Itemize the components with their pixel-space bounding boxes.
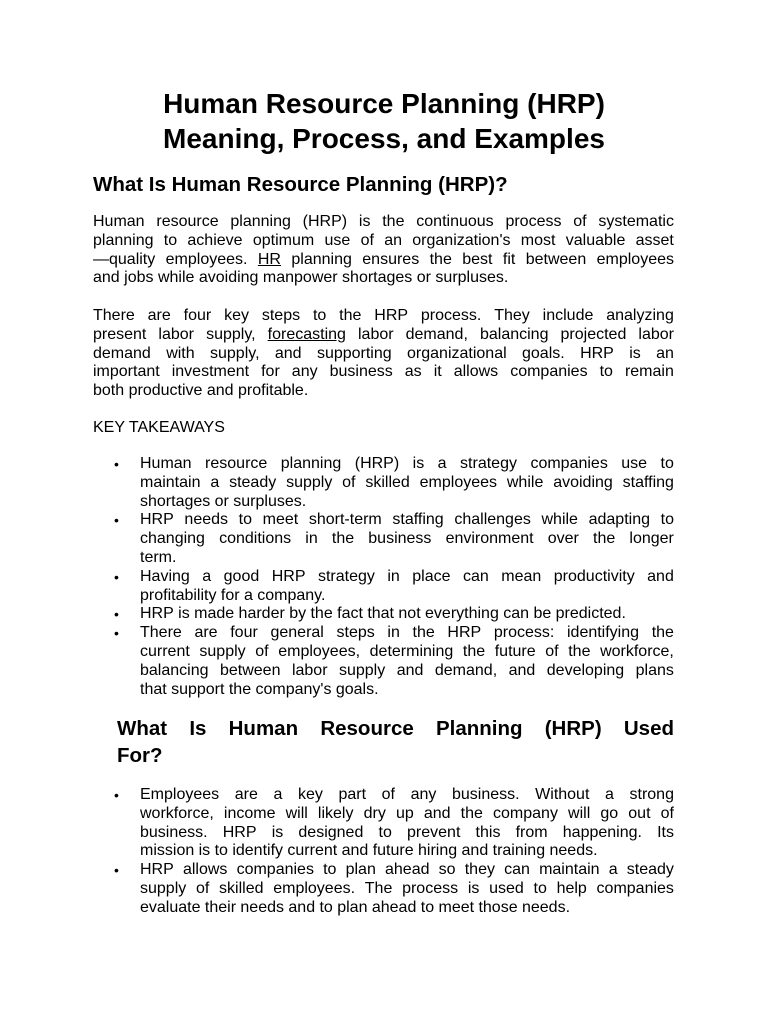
hrp-uses-list [0,786,674,918]
bullet-icon: • [114,862,119,879]
text-line: profitability for a company. [140,586,326,604]
text-line: balancing between labor supply and demand, and developing plans [140,661,674,679]
text-line: business. HRP is designed to prevent this from happening. Its [140,823,674,841]
title-line-1: Human Resource Planning (HRP) [163,88,605,119]
key-takeaways-label: KEY TAKEAWAYS [93,419,225,436]
use-item-1 [0,786,674,861]
text-line: current supply of employees, determining the future of the workforce, [140,642,674,660]
takeaway-item-3 [0,568,674,606]
text-line: workforce, income will likely dry up and the company will go out of [140,804,674,822]
text-line: term. [140,548,177,566]
hr-link[interactable]: HR [257,250,281,268]
key-takeaways-list [0,455,674,699]
text-line: Human resource planning (HRP) is a strategy companies use to [140,455,674,472]
text-line: —quality employees. HR planning ensures the best fit between employees [93,250,674,268]
takeaway-item-5 [0,624,674,699]
text-line: maintain a steady supply of skilled employees while avoiding staffing [140,473,674,491]
heading-line: For? [117,744,163,767]
use-item-2 [0,861,674,917]
text-line: demand with supply, and supporting organizational goals. HRP is an [93,344,674,362]
text-line: evaluate their needs and to plan ahead to meet those needs. [140,898,571,916]
text-line: Employees are a key part of any business. Without a strong [140,786,674,803]
text-line: that support the company's goals. [140,680,379,698]
forecasting-link[interactable]: forecasting [267,325,346,343]
bullet-icon: • [114,456,119,472]
heading-line: What Is Human Resource Planning (HRP) Used [117,717,674,740]
text-line: important investment for any business as it allows companies to remain [93,363,674,381]
text-line: and jobs while avoiding manpower shortages or surpluses. [93,269,509,287]
text-line: planning to achieve optimum use of an organization's most valuable asset [93,231,674,249]
text-line: present labor supply, forecasting labor demand, balancing projected labor [93,325,674,343]
steps-paragraph [93,307,674,401]
intro-paragraph [93,213,674,288]
text-line: supply of skilled employees. The process is used to help companies [140,879,674,897]
text-line: There are four key steps to the HRP process. They include analyzing [93,307,674,324]
text-line: shortages or surpluses. [140,492,307,510]
text-line: both productive and profitable. [93,382,309,400]
text-line: mission is to identify current and future hiring and training needs. [140,842,598,860]
bullet-icon: • [114,787,119,803]
title-line-2: Meaning, Process, and Examples [163,123,605,154]
text-line: HRP needs to meet short-term staffing challenges while adapting to [140,511,674,529]
bullet-icon: • [114,625,119,642]
text-line: Human resource planning (HRP) is the continuous process of systematic [93,213,674,230]
takeaway-item-2 [0,511,674,567]
section-heading-what-is-hrp: What Is Human Resource Planning (HRP)? [93,173,508,196]
text-line: Having a good HRP strategy in place can mean productivity and [140,567,674,585]
section-heading-hrp-used-for [117,715,674,769]
text-line: There are four general steps in the HRP process: identifying the [140,624,674,642]
bullet-icon: • [114,568,119,585]
takeaway-item-1 [0,455,674,511]
takeaway-item-4 [0,605,674,624]
bullet-icon: • [114,512,119,529]
bullet-icon: • [114,606,119,623]
text-line: HRP is made harder by the fact that not everything can be predicted. [140,605,626,623]
page-title [94,86,674,156]
text-line: changing conditions in the business environment over the longer [140,530,674,548]
text-line: HRP allows companies to plan ahead so they can maintain a steady [140,861,674,879]
